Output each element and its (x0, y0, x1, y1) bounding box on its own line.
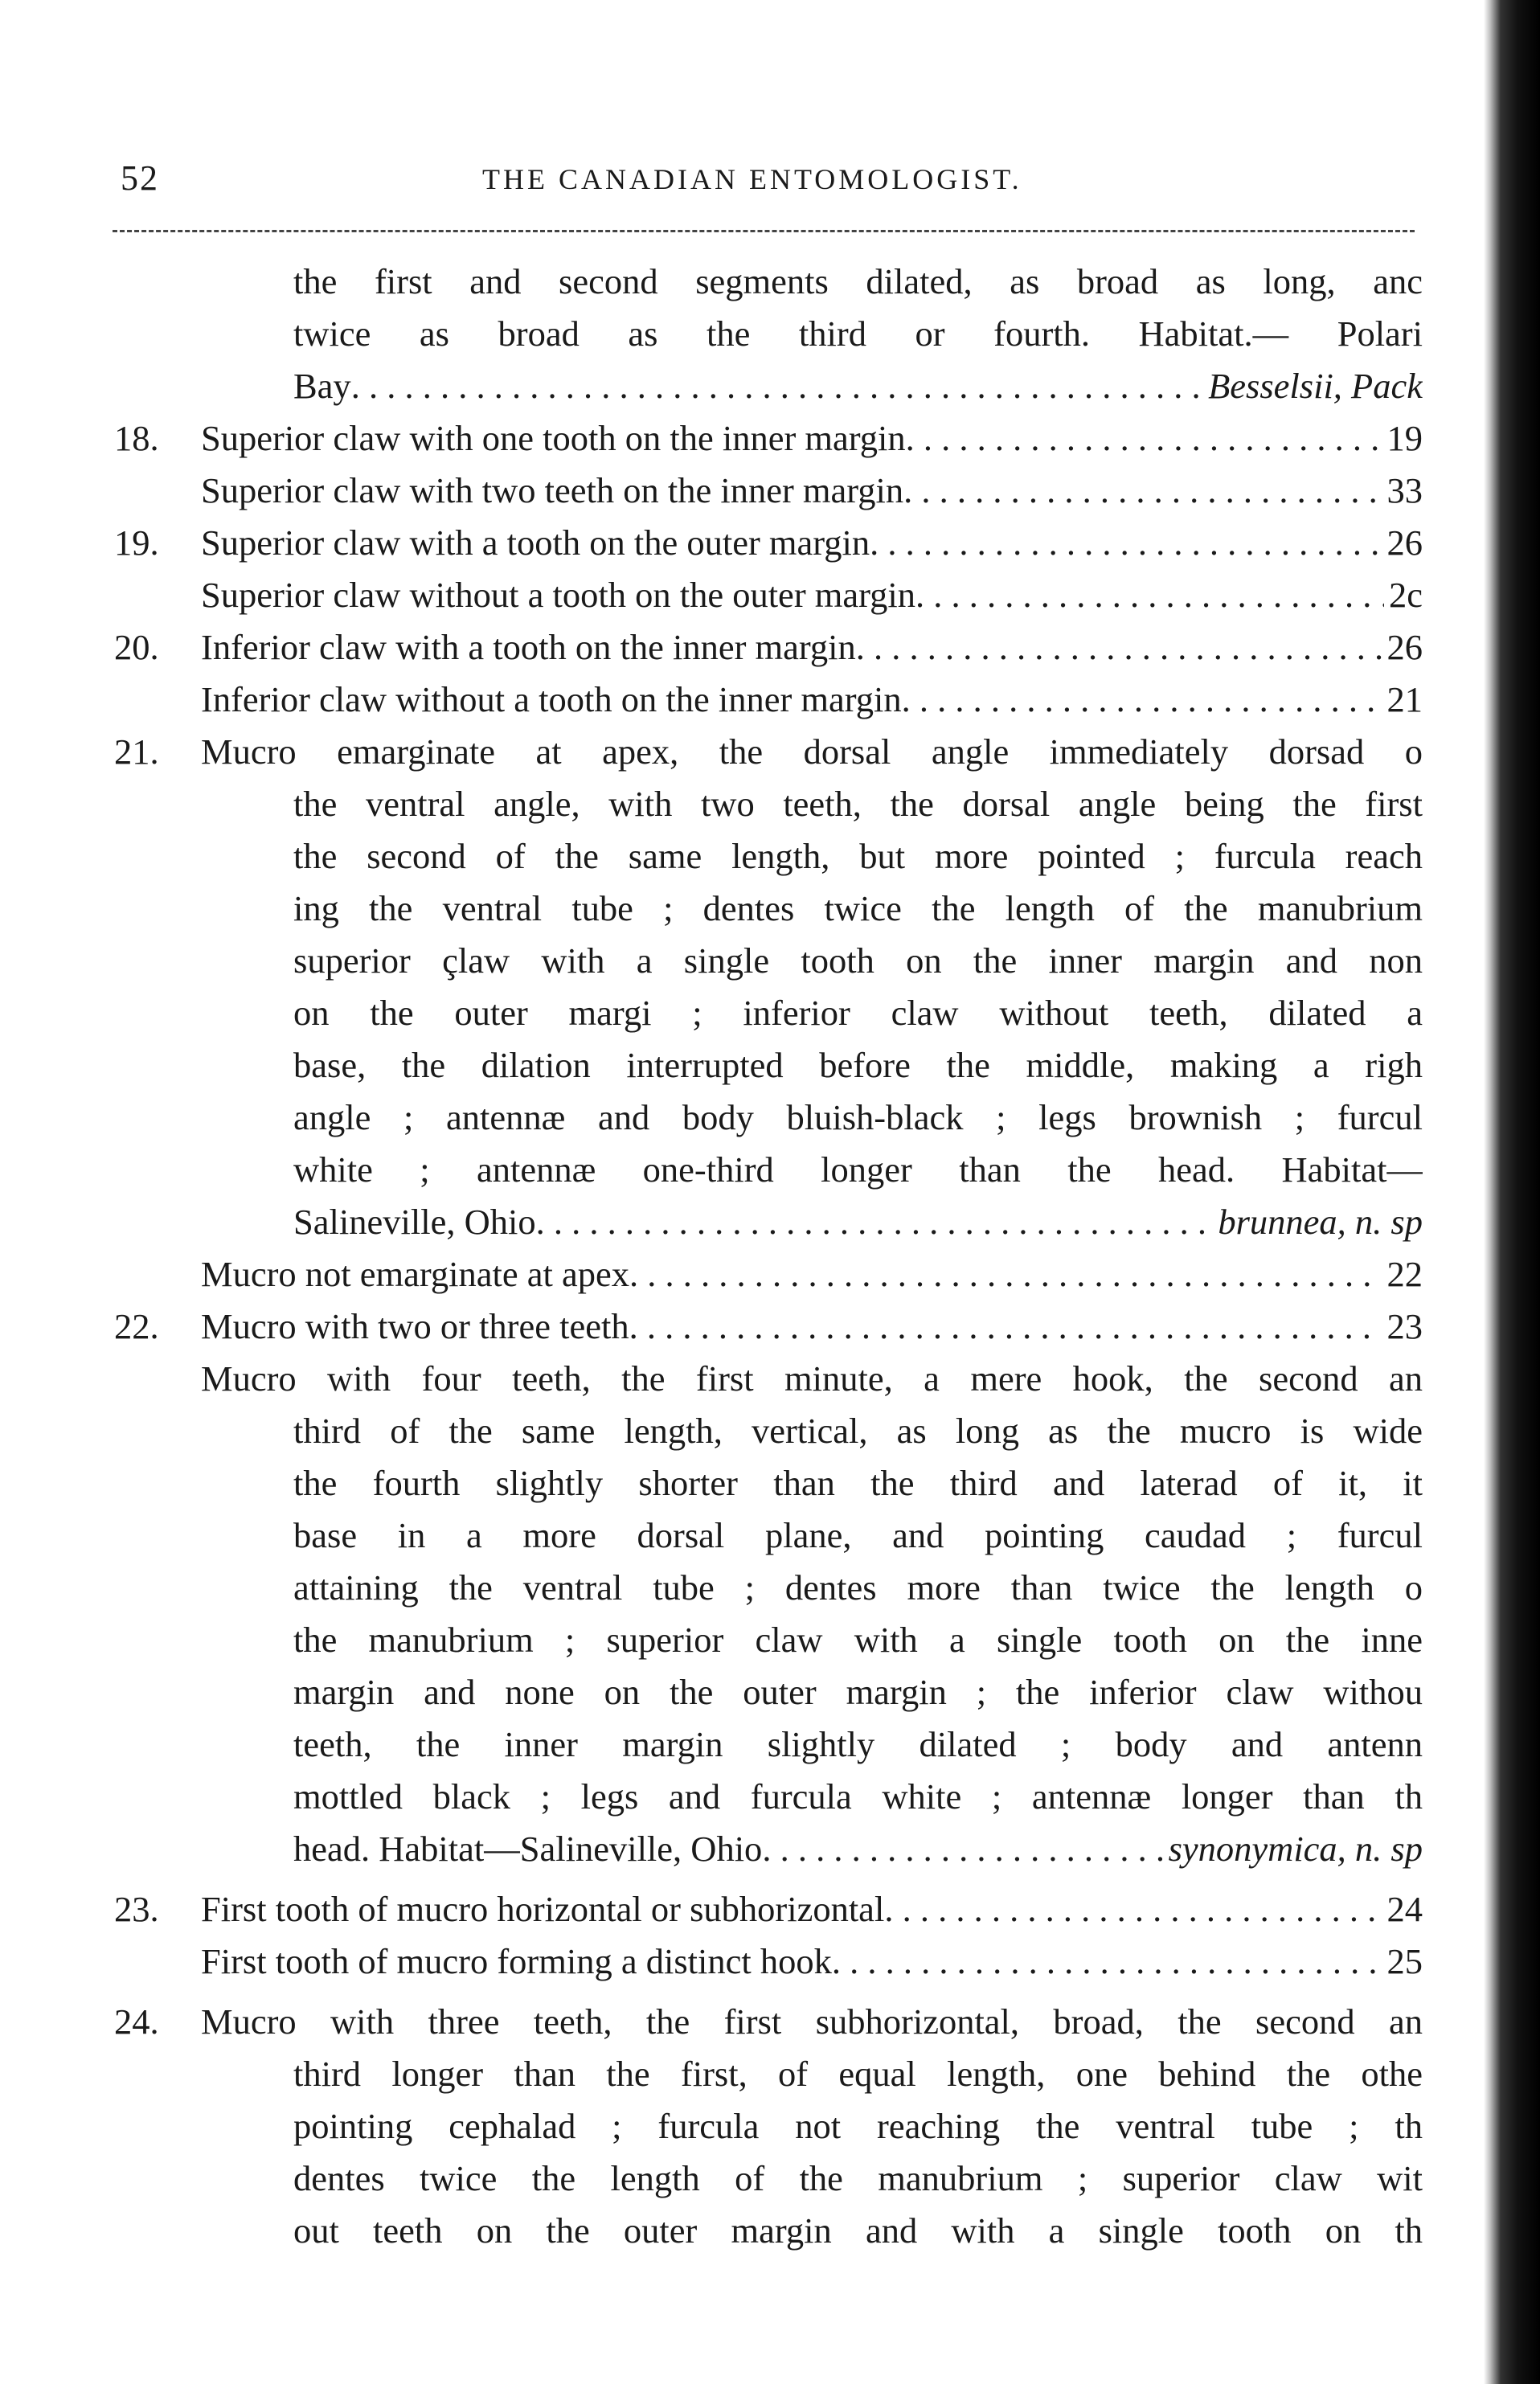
couplet-21 (114, 726, 1423, 1301)
dot-leader (536, 1196, 1214, 1248)
text-line: superior çlaw with a single tooth on the inner margin and non (293, 940, 1423, 981)
page-header (121, 158, 1407, 198)
leader-line (201, 1935, 1423, 1988)
couplet-ref: 23 (1386, 1306, 1423, 1346)
dot-leader (629, 1248, 1382, 1301)
couplet-ref: 26 (1386, 627, 1423, 667)
dot-leader (915, 569, 1384, 621)
text-line: out teeth on the outer margin and with a single tooth on th (293, 2210, 1423, 2251)
text-line: teeth, the inner margin slightly dilated ; body and antenn (293, 1724, 1423, 1764)
line-text: First tooth of mucro forming a distinct hook (201, 1941, 832, 1981)
text-line: the second of the same length, but more pointed ; furcula reach (293, 836, 1423, 876)
line-text: head. Habitat—Salineville, Ohio (293, 1829, 763, 1869)
text-line: twice as broad as the third or fourth. Habitat.— Polari (293, 313, 1423, 354)
text-line: the manubrium ; superior claw with a single tooth on the inne (293, 1620, 1423, 1660)
couplet-24 (114, 1996, 1423, 2257)
text-line: pointing cephalad ; furcula not reaching the ventral tube ; th (293, 2106, 1423, 2146)
couplet-number: 24. (114, 2001, 159, 2042)
leader-line (201, 674, 1423, 726)
dot-leader (832, 1935, 1382, 1988)
couplet-ref: 26 (1386, 522, 1423, 563)
couplet-ref: 2c (1388, 575, 1423, 615)
line-text: Superior claw with two teeth on the inner margin (201, 470, 904, 510)
text-line: base, the dilation interrupted before the middle, making a righ (293, 1045, 1423, 1085)
couplet-number: 21. (114, 731, 159, 772)
species-name: synonymica, n. sp (1168, 1829, 1423, 1869)
running-title: THE CANADIAN ENTOMOLOGIST. (482, 163, 1022, 195)
text-line: the ventral angle, with two teeth, the dorsal angle being the first (293, 784, 1423, 824)
leader-line (201, 517, 1423, 569)
line-text: Mucro not emarginate at apex (201, 1254, 629, 1294)
couplet-number: 18. (114, 418, 159, 458)
line-text: Bay (293, 366, 351, 406)
leader-line (201, 1301, 1423, 1353)
dot-leader (856, 621, 1382, 674)
couplet-ref: 21 (1386, 679, 1423, 719)
leader-line (293, 1823, 1423, 1875)
text-line: the first and second segments dilated, as broad as long, anc (293, 261, 1423, 301)
couplet-ref: 25 (1386, 1941, 1423, 1981)
dot-leader (870, 517, 1382, 569)
text-line: angle ; antennæ and body bluish-black ; legs brownish ; furcul (293, 1097, 1423, 1137)
text-line: white ; antennæ one-third longer than the head. Habitat— (293, 1149, 1423, 1190)
couplet-ref: 24 (1386, 1889, 1423, 1929)
key-text (114, 256, 1423, 2257)
couplet-22 (114, 1301, 1423, 1875)
text-line: dentes twice the length of the manubrium ; superior claw wit (293, 2158, 1423, 2198)
line-text: Superior claw without a tooth on the outer margin (201, 575, 916, 615)
line-text: Salineville, Ohio (293, 1202, 536, 1242)
header-rule (113, 230, 1415, 232)
couplet-20 (114, 621, 1423, 726)
couplet-18 (114, 412, 1423, 517)
couplet-ref: 22 (1386, 1254, 1423, 1294)
dot-leader (902, 674, 1382, 726)
text-line: the fourth slightly shorter than the third and laterad of it, it (293, 1463, 1423, 1503)
text-line: attaining the ventral tube ; dentes more than twice the length o (293, 1567, 1423, 1608)
text-line: on the outer margi ; inferior claw without teeth, dilated a (293, 993, 1423, 1033)
couplet-23 (114, 1883, 1423, 1988)
text-line: base in a more dorsal plane, and pointing caudad ; furcul (293, 1515, 1423, 1555)
dot-leader (906, 412, 1382, 465)
dot-leader (629, 1301, 1382, 1353)
species-name: brunnea, n. sp (1218, 1202, 1423, 1242)
text-line: third longer than the first, of equal length, one behind the othe (293, 2054, 1423, 2094)
leader-line (201, 569, 1423, 621)
couplet-ref: 19 (1386, 418, 1423, 458)
dot-leader (903, 465, 1382, 517)
couplet-number: 19. (114, 522, 159, 563)
leader-line (293, 360, 1423, 412)
species-name: Besselsii, Pack (1208, 366, 1423, 406)
leader-line (201, 412, 1423, 465)
line-text: Inferior claw without a tooth on the inner margin (201, 679, 902, 719)
dot-leader (762, 1823, 1163, 1875)
binding-shadow (1484, 0, 1540, 2384)
line-text: Superior claw with a tooth on the outer margin (201, 522, 870, 563)
couplet-ref: 33 (1386, 470, 1423, 510)
couplet-number: 22. (114, 1306, 159, 1346)
leader-line (293, 1196, 1423, 1248)
intro-block (293, 256, 1423, 412)
text-line: margin and none on the outer margin ; the inferior claw withou (293, 1672, 1423, 1712)
text-line: ing the ventral tube ; dentes twice the length of the manubrium (293, 888, 1423, 928)
text-line: Mucro emarginate at apex, the dorsal angle immediately dorsad o (201, 731, 1423, 772)
line-text: Mucro with two or three teeth (201, 1306, 629, 1346)
line-text: Inferior claw with a tooth on the inner margin (201, 627, 856, 667)
couplet-number: 23. (114, 1889, 159, 1929)
text-line: Mucro with three teeth, the first subhorizontal, broad, the second an (201, 2001, 1423, 2042)
leader-line (201, 621, 1423, 674)
leader-line (201, 1883, 1423, 1935)
couplet-19 (114, 517, 1423, 621)
page-number: 52 (121, 158, 159, 198)
couplet-number: 20. (114, 627, 159, 667)
line-text: First tooth of mucro horizontal or subhorizontal (201, 1889, 885, 1929)
line-text: Superior claw with one tooth on the inner margin (201, 418, 906, 458)
text-line: third of the same length, vertical, as long as the mucro is wide (293, 1411, 1423, 1451)
dot-leader (351, 360, 1203, 412)
leader-line (201, 1248, 1423, 1301)
text-line: mottled black ; legs and furcula white ; antennæ longer than th (293, 1776, 1423, 1817)
text-line: Mucro with four teeth, the first minute, a mere hook, the second an (201, 1358, 1423, 1399)
dot-leader (884, 1883, 1382, 1935)
leader-line (201, 465, 1423, 517)
